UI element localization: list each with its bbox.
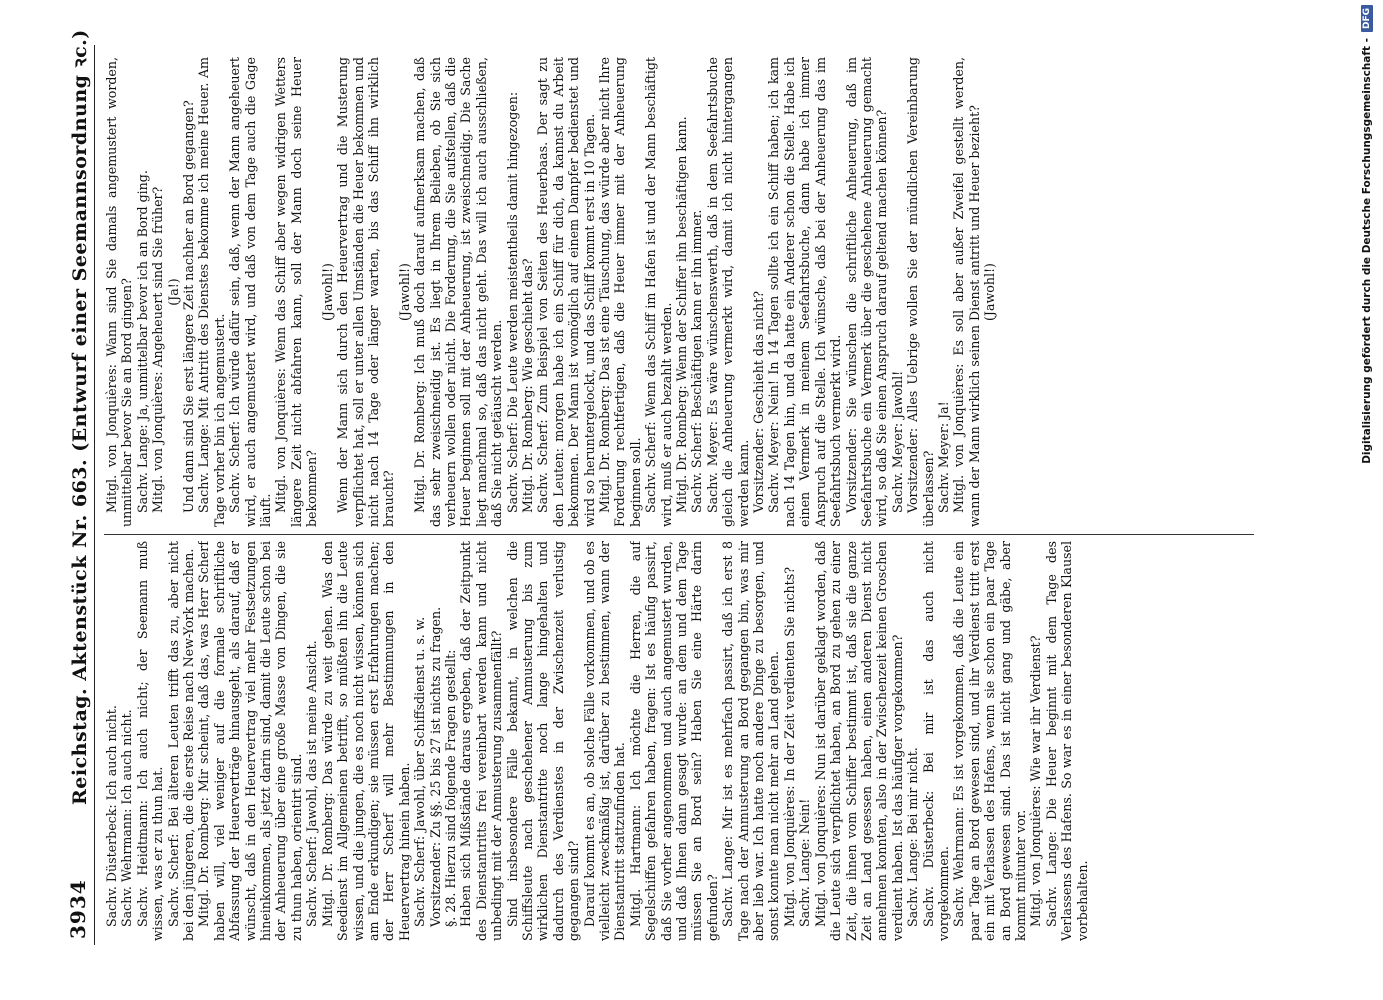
- paragraph: Sachv. Meyer: Ja!: [935, 401, 951, 513]
- paragraph: Sachv. Wehrmann: Ich auch nicht.: [119, 709, 135, 927]
- paragraph: Sachv. Scherf: Ich würde dafür sein, daß, wenn der Mann angeheuert wird, er auch angemustert wird, und daß von dem Tage auch die Gage läuft.: [227, 57, 274, 527]
- paragraph: Sachv. Scherf: Bei älteren Leuten trifft das zu, aber nicht bei den jüngeren, die die erste Reise nach New-York machen.: [165, 541, 197, 941]
- paragraph: Vorsitzender: Alles Uebrige wollen Sie der mündlichen Vereinbarung überlassen?: [905, 57, 936, 527]
- paragraph: Sachv. Meyer: Es wäre wünschenswerth, daß in dem Seefahrtsbuche gleich die Anheuerung vermerkt wird, damit ich nicht hintergangen werden kann.: [704, 57, 751, 527]
- page-header: [60, 29, 95, 945]
- column-divider: [104, 534, 1254, 535]
- paragraph: Mitgl. von Jonquières: Wie war ihr Verdienst?: [1028, 635, 1044, 927]
- paragraph: Sachv. Lange: Die Heuer beginnt mit dem Tage des Verlassens des Hafens. So war es in einer besonderen Klausel vorbehalten.: [1043, 541, 1090, 941]
- paragraph: Sachv. Meyer: Nein! In 14 Tagen sollte ich ein Schiff haben; ich kam nach 14 Tagen hin, und da hatte ein Anderer schon die Stelle. Habe ich einen Vermerk in meinem Seefahrtsbuche, dann habe ich immer Anspruch auf die Stelle. Ich wünsche, daß bei der Anheuerung das im Seefahrtsbuch vermerkt wird.: [766, 57, 844, 527]
- interjection: (Jawohl!): [396, 263, 412, 321]
- left-text-column: [104, 541, 1274, 941]
- interjection: (Jawohl!): [319, 263, 335, 321]
- paragraph: Mitgl. Dr. Romberg: Das ist eine Täuschung, das würde aber nicht Ihre Forderung rechtfertigen, daß die Heuer immer mit der Anheuerung beginnen soll.: [597, 57, 643, 527]
- paragraph: Mitgl. Hartmann: Ich möchte die Herren, die auf Segelschiffen gefahren haben, fragen: Ist es häufig passirt, daß Sie vorher angenommen und auch angemustert wurden, und daß Ihnen dann gesagt wurde: an dem und dem Tage müssen Sie an Bord sein? Haben Sie eine Härte darin gefunden?: [627, 541, 720, 941]
- paragraph: Mitgl. von Jonquières: Wann sind Sie damals angemustert worden, unmittelbar bevor Sie an Bord gingen?: [104, 57, 135, 527]
- paragraph: Mitgl. Dr. Romberg: Wie geschieht das?: [519, 258, 535, 513]
- paragraph: Sachv. Lange: Nein!: [797, 798, 813, 927]
- paragraph: Sachv. Lange: Mit Antritt des Dienstes bekomme ich meine Heuer. Am Tage vorher bin ich angemustert.: [196, 57, 227, 527]
- paragraph: Vorsitzender: Zu §§. 25 bis 27 ist nichts zu fragen.: [427, 606, 443, 927]
- paragraph: Sachv. Meyer: Jawohl!: [889, 370, 905, 513]
- paragraph: Sachv. Scherf: Jawohl, das ist meine Ansicht.: [304, 640, 320, 927]
- dfg-logo: DFG: [1361, 5, 1373, 32]
- paragraph: Mitgl. von Jonquières: In der Zeit verdienten Sie nichts?: [781, 567, 797, 927]
- paragraph: §. 28. Hierzu sind folgende Fragen gestellt:: [442, 649, 458, 927]
- paragraph: Mitgl. Dr. Romberg: Das würde zu weit gehen. Was den Seedienst im Allgemeinen betrifft, so müßten ihn die Leute wissen, und die jungen, die es noch nicht wissen, können sich am Ende erkundigen; sie müssen erst Erfahrungen machen; der Herr Scherf will mehr Bestimmungen in den Heuervertrag hinein haben.: [319, 541, 412, 941]
- paragraph: Mitgl. von Jonquières: Wenn das Schiff aber wegen widrigen Wetters längere Zeit nicht abfahren kann, soll der Mann doch seine Heuer bekommen?: [273, 57, 320, 527]
- paragraph: Sachv. Heidtmann: Ich auch nicht; der Seemann muß wissen, was er zu thun hat.: [134, 541, 166, 941]
- interjection: (Jawohl!): [982, 263, 998, 321]
- paragraph: Sachv. Scherf: Jawohl, über Schiffsdienst u. s. w.: [412, 616, 428, 927]
- paragraph: Mitgl. von Jonquières: Nun ist darüber geklagt worden, daß die Leute sich verpflichtet haben, an Bord zu gehen zu einer Zeit, die ihnen vom Schiffer bestimmt ist, daß sie die ganze Zeit an Land gesessen haben, einen anderen Dienst nicht annehmen konnten, also in der Zwischenzeit keinen Groschen verdient haben. Ist das häufiger vorgekommen?: [812, 541, 905, 941]
- rotated-page-content: [60, 29, 1290, 945]
- paragraph: Sachv. Lange: Bei mir nicht.: [905, 747, 921, 927]
- paragraph: Mitgl. Dr. Romberg: Mir scheint, daß das, was Herr Scherf haben will, viel weniger auf die formale schriftliche Abfassung der Heuerverträge hinausgeht, als darauf, daß er wünscht, daß in den Heuervertrag viel mehr Festsetzungen hineinkommen, als jetzt darin sind, damit die Leute schon bei der Anheuerung über eine große Masse von Dingen, die sie zu thun haben, orientirt sind.: [196, 541, 304, 941]
- paragraph: Sachv. Scherf: Zum Beispiel von Seiten des Heuerbaas. Der sagt zu den Leuten: morgen habe ich ein Schiff für dich, da kannst du Arbeit bekommen. Der Mann ist womöglich auf einem Dampfer bedienstet und wird so heruntergelockt, und das Schiff kommt erst in 10 Tagen.: [535, 57, 597, 527]
- paragraph: Sachv. Scherf: Die Leute werden meistentheils damit hingezogen:: [504, 91, 520, 513]
- paragraph: Vorsitzender: Geschieht das nicht?: [751, 290, 767, 513]
- paragraph: Sind insbesondere Fälle bekannt, in welchen die Schiffsleute nach geschehener Anmusterung bis zum wirklichen Dienstantritte noch lange hingehalten und dadurch des Verdienstes in der Zwischenzeit verlustig gegangen sind?: [504, 541, 582, 941]
- paragraph: Mitgl. von Jonquières: Angeheuert sind Sie früher?: [150, 186, 166, 513]
- paragraph: Sachv. Düsterbeck: Bei mir ist das auch nicht vorgekommen.: [920, 541, 951, 941]
- page-number: 3934: [66, 879, 90, 939]
- paragraph: Haben sich Mißstände daraus ergeben, daß der Zeitpunkt des Dienstantritts frei vereinbart werden kann und nicht unbedingt mit der Anmusterung zusammenfällt?: [458, 541, 505, 941]
- paragraph: Sachv. Scherf: Wenn das Schiff im Hafen ist und der Mann beschäftigt wird, muß er auch bezahlt werden.: [643, 57, 674, 527]
- paragraph: Sachv. Wehrmann: Es ist vorgekommen, daß die Leute ein paar Tage an Bord gewesen sind, und ihr Verdienst tritt erst ein mit Verlassen des Hafens, wenn sie schon ein paar Tage an Bord gewesen sind. Das ist nicht gang und gäbe, aber kommt mitunter vor.: [951, 541, 1028, 941]
- paragraph: Sachv. Lange: Ja, unmittelbar bevor ich an Bord ging.: [134, 170, 150, 513]
- page-title: Reichstag. Aktenstück Nr. 663. (Entwurf einer Seemannsordnung ꝛc.): [69, 29, 91, 805]
- paragraph: Mitgl. Dr. Romberg: Wenn der Schiffer ihn beschäftigen kann.: [674, 116, 690, 513]
- paragraph: Sachv. Scherf: Beschäftigen kann er ihn immer.: [689, 209, 705, 513]
- digitization-text: Digitalisierung gefördert durch die Deutsche Forschungsgemeinschaft -: [1361, 38, 1373, 464]
- paragraph: Mitgl. Dr. Romberg: Ich muß doch darauf aufmerksam machen, daß das sehr zweischneidig ist. Es liegt in Ihrem Belieben, ob Sie sich verheuern wollen oder nicht. Die Forderung, die Sie aufstellen, daß die Heuer beginnen soll mit der Anheuerung, ist zweischneidig. Die Sache liegt manchmal so, daß das nicht geht. Das will ich auch ausschließen, daß Sie nicht getäuscht werden.: [412, 57, 505, 527]
- paragraph: Wenn der Mann sich durch den Heuervertrag und die Musterung verpflichtet hat, soll er unter allen Umständen die Heuer bekommen und nicht nach 14 Tage oder länger warten, bis das Schiff ihn wirklich braucht?: [335, 57, 397, 527]
- interjection: (Ja!): [165, 278, 181, 306]
- paragraph: Und dann sind Sie erst längere Zeit nachher an Bord gegangen?: [181, 100, 197, 513]
- paragraph: Vorsitzender: Sie wünschen die schriftliche Anheuerung, daß im Seefahrtsbuche ein Vermerk über die geschehene Anheuerung gemacht wird, so daß Sie einen Anspruch darauf geltend machen können?: [843, 57, 890, 527]
- digitization-note: [1357, 5, 1377, 995]
- paragraph: Sachv. Lange: Mir ist es mehrfach passirt, daß ich erst 8 Tage nach der Anmusterung an Bord gegangen bin, was mir aber lieb war. Ich hatte noch andere Dinge zu besorgen, und sonst konnte man nicht mehr an Land gehen.: [720, 541, 782, 941]
- paragraph: Sachv. Düsterbeck: Ich auch nicht.: [104, 705, 119, 927]
- paragraph: Darauf kommt es an, ob solche Fälle vorkommen, und ob es vielleicht zweckmäßig ist, darüber zu bestimmen, wann der Dienstantritt stattzufinden hat.: [581, 541, 628, 941]
- right-text-column: [104, 57, 1274, 527]
- paragraph: Mitgl. von Jonquières: Es soll aber außer Zweifel gestellt werden, wann der Mann wirklich seinen Dienst antritt und Heuer bezieht?: [951, 57, 982, 527]
